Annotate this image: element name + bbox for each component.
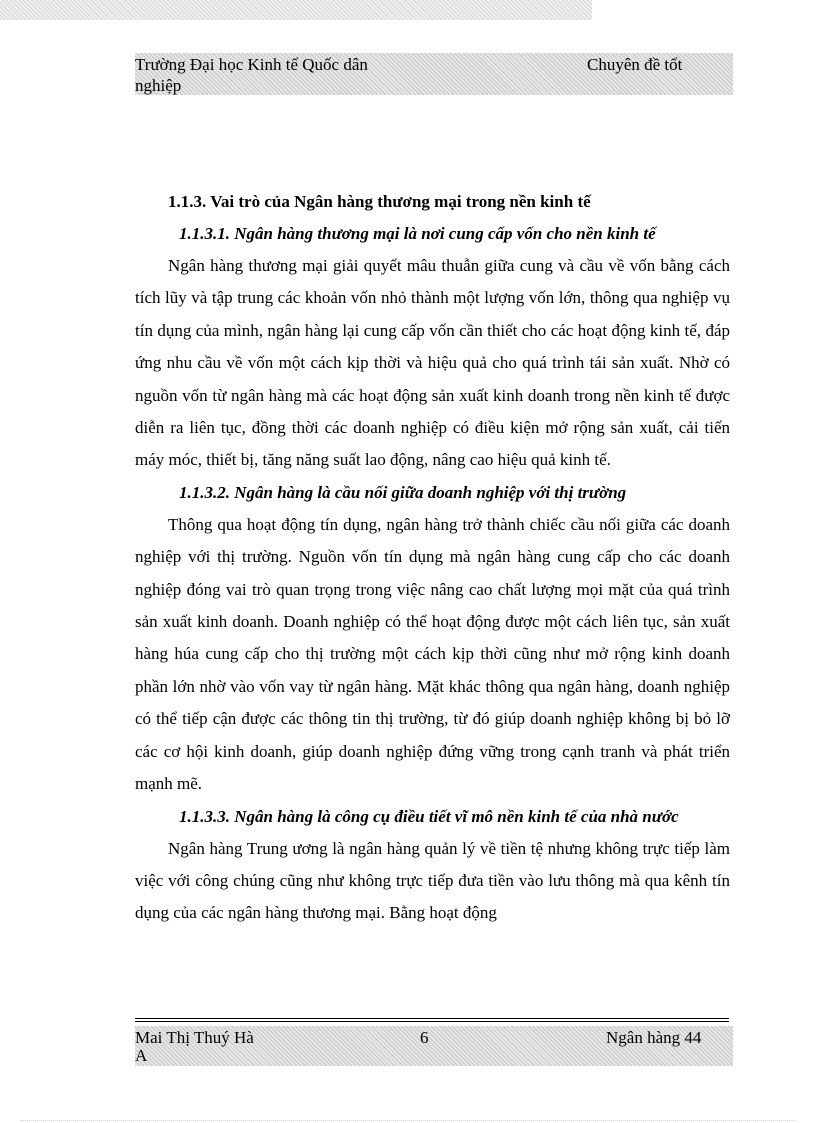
subsection-text-3: Ngân hàng Trung ương là ngân hàng quản lý về tiền tệ nhưng không trực tiếp làm việc với công chúng cũng như không trực tiếp đưa tiền vào lưu thông mà qua kênh tín dụng của các ngân hàng thương mại. Bằng hoạt động <box>135 838 730 923</box>
subsection-title-3: 1.1.3.3. Ngân hàng là công cụ điều tiết vĩ mô nền kinh tế của nhà nước <box>179 806 679 826</box>
subsection-text-2: Thông qua hoạt động tín dụng, ngân hàng trở thành chiếc cầu nối giữa các doanh nghiệp với thị trường. Nguồn vốn tín dụng mà ngân hàng cung cấp cho các doanh nghiệp đóng vai trò quan trọng trong việc nâng cao chất lượng mọi mặt của quá trình sản xuất kinh doanh. Doanh nghiệp có thể hoạt động được một cách liên tục, sản xuất hàng húa cung cấp cho thị trường một cách kịp thời cũng như mở rộng kinh doanh phần lớn nhờ vào vốn vay từ ngân hàng. Mặt khác thông qua ngân hàng, doanh nghiệp có thể tiếp cận được các thông tin thị trường, từ đó giúp doanh nghiệp không bị bỏ lỡ các cơ hội kinh doanh, giúp doanh nghiệp đứng vững trong cạnh tranh và phát triển mạnh mẽ. <box>135 514 730 794</box>
footer-class-name: Ngân hàng 44 <box>606 1028 702 1047</box>
top-scan-strip <box>0 0 592 20</box>
header-continuation: nghiệp <box>135 76 182 95</box>
subsection-text-1: Ngân hàng thương mại giải quyết mâu thuẫn giữa cung và cầu về vốn bằng cách tích lũy và tập trung các khoản vốn nhỏ thành một lượng vốn lớn, thông qua nghiệp vụ tín dụng của mình, ngân hàng lại cung cấp vốn cần thiết cho các hoạt động kinh tế, đáp ứng nhu cầu về vốn một cách kịp thời và hiệu quả cho quá trình tái sản xuất. Nhờ có nguồn vốn từ ngân hàng mà các hoạt động sản xuất kinh doanh trong nền kinh tế được diễn ra liên tục, đồng thời các doanh nghiệp có điều kiện mở rộng sản xuất, cải tiến máy móc, thiết bị, tăng năng suất lao động, nâng cao hiệu quả kinh tế. <box>135 256 730 470</box>
header-university: Trường Đại học Kinh tế Quốc dân <box>135 55 368 74</box>
document-body <box>135 186 730 930</box>
bottom-dotted-edge <box>20 1120 796 1122</box>
subsection-title-1: 1.1.3.1. Ngân hàng thương mại là nơi cung cấp vốn cho nền kinh tế <box>179 224 656 243</box>
section-heading: 1.1.3. Vai trò của Ngân hàng thương mại trong nền kinh tế <box>168 192 591 211</box>
subsection-title-2: 1.1.3.2. Ngân hàng là cầu nối giữa doanh nghiệp với thị trường <box>179 482 627 502</box>
footer-class-suffix: A <box>135 1046 148 1065</box>
footer-rule <box>135 1018 729 1022</box>
page-header <box>135 55 725 74</box>
footer-page-number: 6 <box>420 1028 429 1047</box>
header-thesis-type: Chuyên đề tốt <box>587 55 683 74</box>
footer-author: Mai Thị Thuý Hà <box>135 1028 254 1047</box>
